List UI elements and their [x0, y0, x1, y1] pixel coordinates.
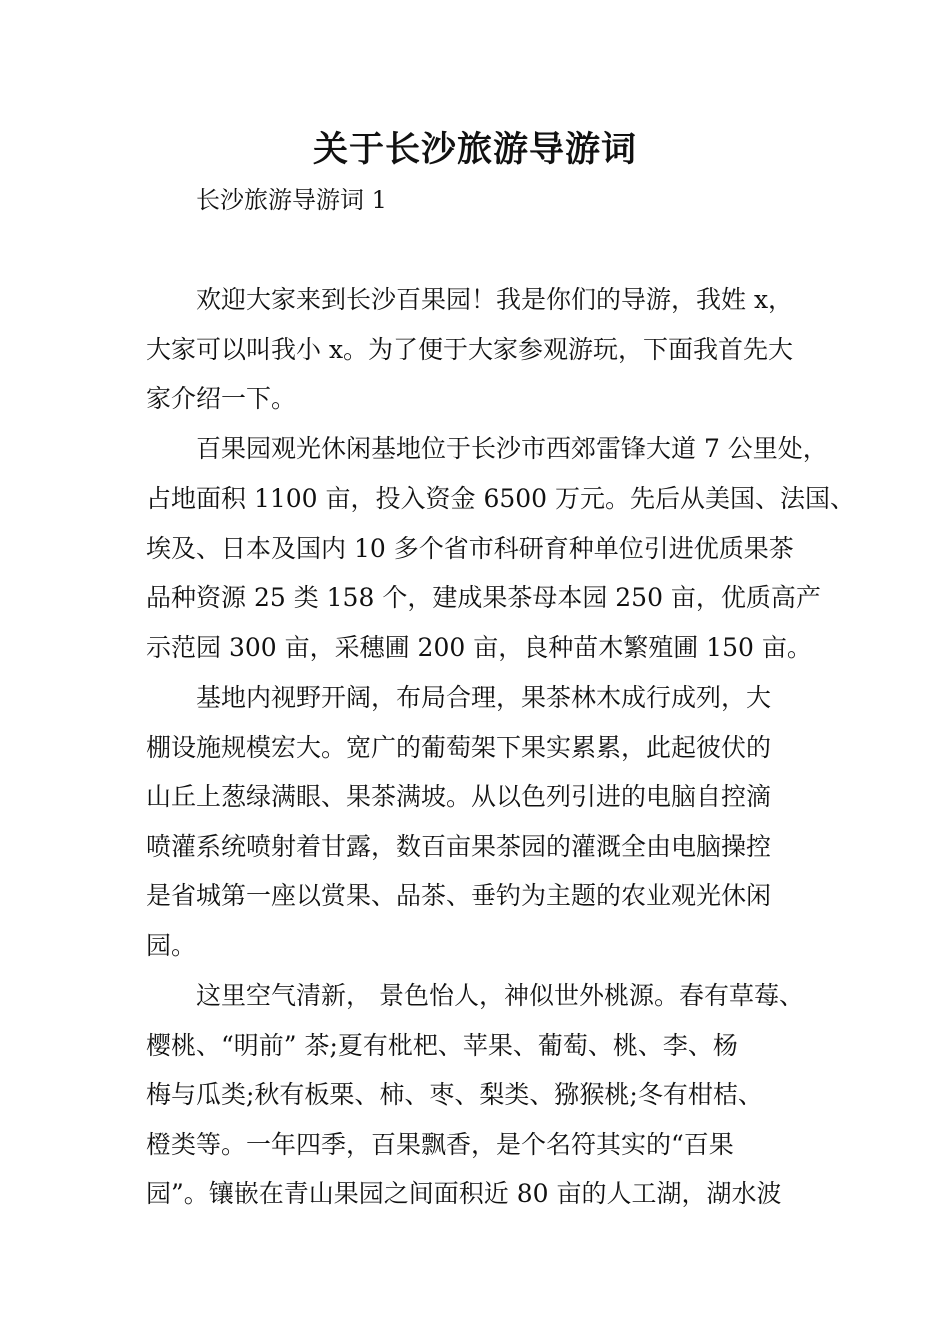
paragraph-line: 橙类等。一年四季，百果飘香，是个名符其实的“百果 [146, 1130, 734, 1159]
paragraph-line: 棚设施规模宏大。宽广的葡萄架下果实累累，此起彼伏的 [146, 733, 772, 762]
paragraph-line: 梅与瓜类;秋有板栗、柿、枣、梨类、猕猴桃;冬有柑桔、 [146, 1080, 763, 1109]
paragraph-line: 欢迎大家来到长沙百果园！我是你们的导游，我姓 x， [196, 285, 794, 314]
paragraph-line: 品种资源 25 类 158 个，建成果茶母本园 250 亩，优质高产 [146, 583, 821, 612]
paragraph-line: 这里空气清新， 景色怡人，神似世外桃源。春有草莓、 [196, 981, 804, 1010]
paragraph-line: 基地内视野开阔，布局合理，果茶林木成行成列，大 [196, 683, 772, 712]
paragraph-line: 大家可以叫我小 x。为了便于大家参观游玩，下面我首先大 [146, 335, 794, 364]
paragraph-line: 是省城第一座以赏果、品茶、垂钓为主题的农业观光休闲 [146, 881, 772, 910]
paragraph-line: 百果园观光休闲基地位于长沙市西郊雷锋大道 7 公里处， [196, 434, 828, 463]
paragraph-line: 园”。镶嵌在青山果园之间面积近 80 亩的人工湖，湖水波 [146, 1179, 782, 1208]
paragraph-line: 家介绍一下。 [146, 384, 297, 413]
paragraph-line: 埃及、日本及国内 10 多个省市科研育种单位引进优质果茶 [146, 534, 794, 563]
paragraph-line: 占地面积 1100 亩，投入资金 6500 万元。先后从美国、法国、 [146, 484, 856, 513]
paragraph-line: 园。 [146, 931, 197, 960]
paragraph-line: 山丘上葱绿满眼、果茶满坡。从以色列引进的电脑自控滴 [146, 782, 772, 811]
paragraph-line: 示范园 300 亩，采穗圃 200 亩，良种苗木繁殖圃 150 亩。 [146, 633, 812, 662]
paragraph-line: 喷灌系统喷射着甘露，数百亩果茶园的灌溉全由电脑操控 [146, 832, 772, 861]
document-title: 关于长沙旅游导游词 [312, 129, 637, 170]
paragraph-line: 樱桃、“明前” 茶;夏有枇杷、苹果、葡萄、桃、李、杨 [146, 1031, 738, 1060]
section-heading: 长沙旅游导游词 1 [196, 186, 387, 214]
